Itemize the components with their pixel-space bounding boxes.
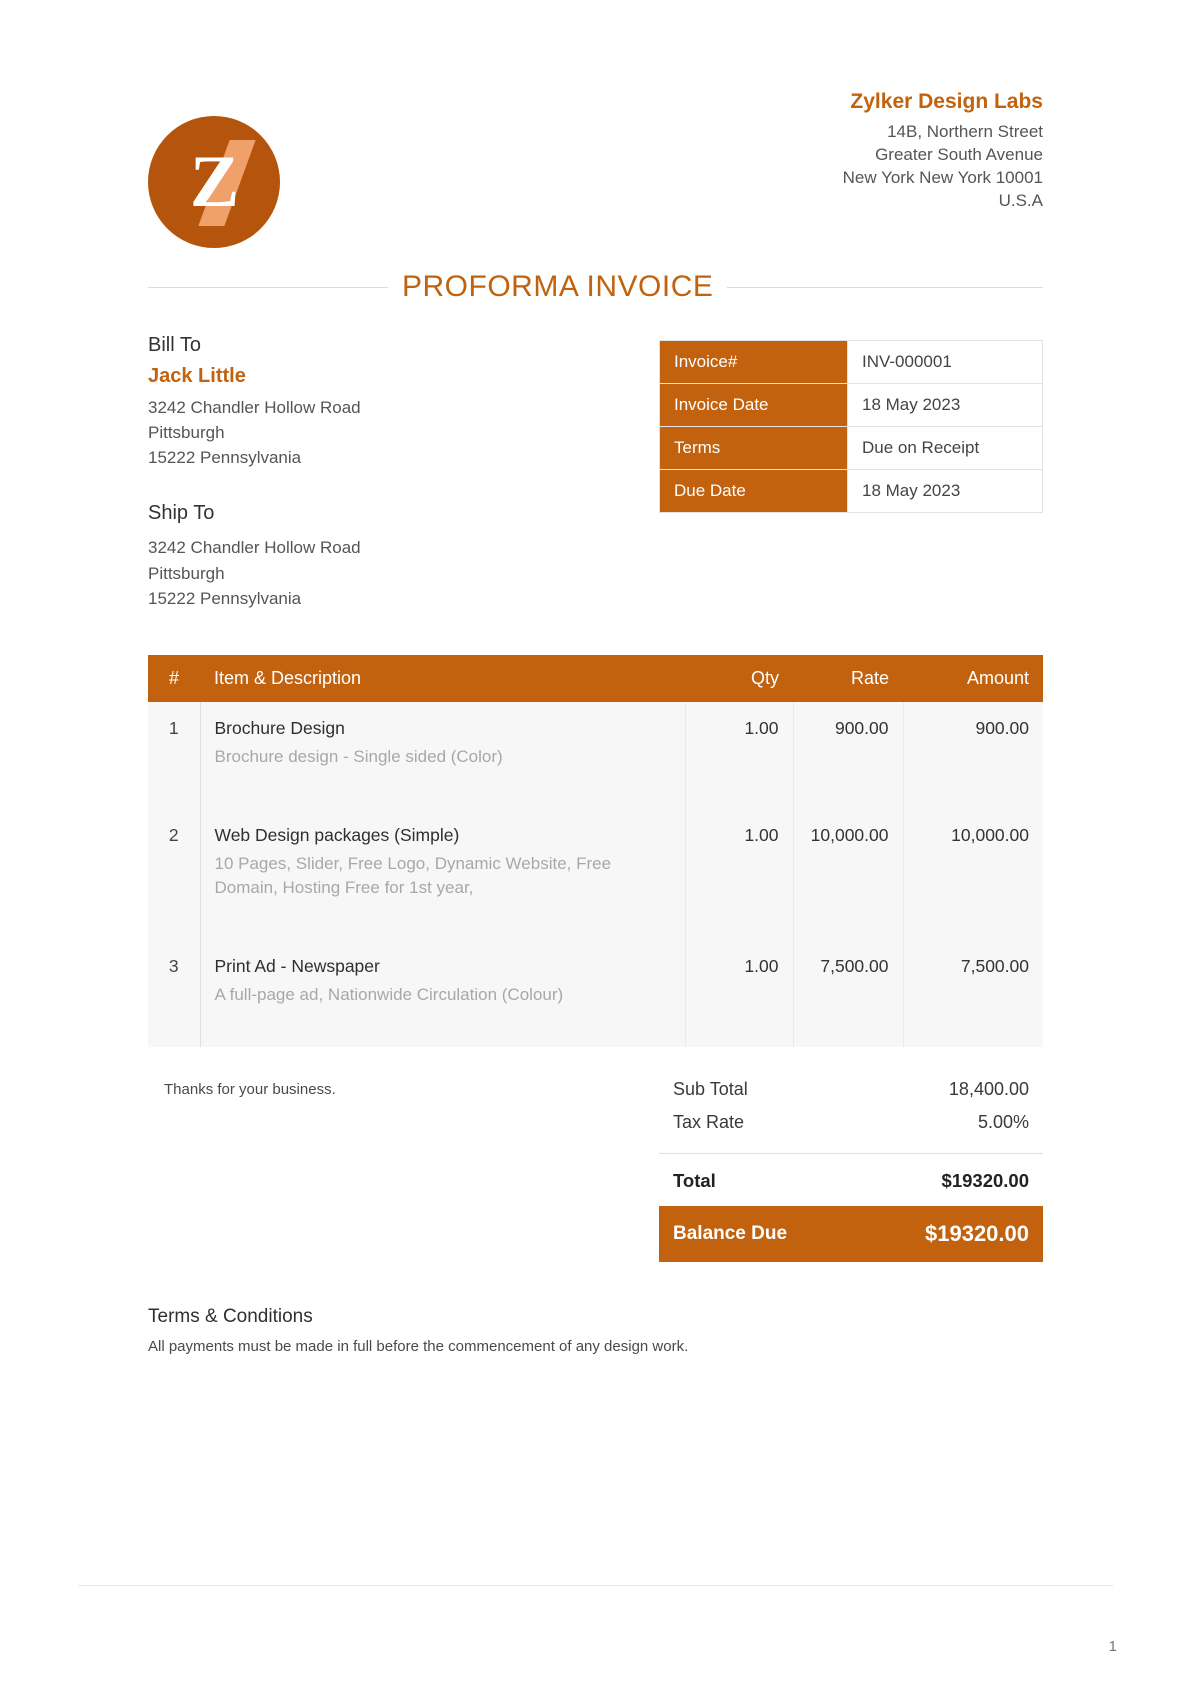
subtotal-label: Sub Total bbox=[673, 1079, 748, 1100]
line-items-table bbox=[148, 655, 1043, 1048]
company-address-line: U.S.A bbox=[998, 191, 1043, 211]
item-description: Brochure design - Single sided (Color) bbox=[214, 746, 503, 766]
ship-to-address-line: Pittsburgh bbox=[148, 563, 225, 583]
cell-qty: 1.00 bbox=[685, 702, 793, 809]
tax-rate-label: Tax Rate bbox=[673, 1112, 745, 1133]
total-value: $19320.00 bbox=[941, 1170, 1029, 1192]
column-header-amount: Amount bbox=[903, 655, 1043, 702]
cell-description bbox=[200, 940, 685, 1047]
cell-rate: 900.00 bbox=[793, 702, 903, 809]
page-title: PROFORMA INVOICE bbox=[402, 270, 714, 303]
title-divider-left bbox=[148, 287, 388, 288]
cell-index: 1 bbox=[148, 702, 200, 809]
cell-index: 3 bbox=[148, 940, 200, 1047]
company-logo-wrap bbox=[148, 88, 280, 248]
cell-rate: 7,500.00 bbox=[793, 940, 903, 1047]
item-name: Print Ad - Newspaper bbox=[214, 956, 380, 977]
item-description: A full-page ad, Nationwide Circulation (Colour) bbox=[214, 985, 564, 1005]
subtotal-row bbox=[659, 1073, 1043, 1106]
table-header-row bbox=[148, 655, 1043, 702]
meta-key: Terms bbox=[660, 427, 848, 470]
bill-to-address-line: 15222 Pennsylvania bbox=[148, 448, 302, 468]
company-name: Zylker Design Labs bbox=[850, 90, 1043, 113]
meta-key: Invoice# bbox=[660, 341, 848, 384]
meta-key: Due Date bbox=[660, 470, 848, 513]
tax-rate-value: 5.00% bbox=[977, 1112, 1029, 1133]
cell-index: 2 bbox=[148, 809, 200, 940]
bill-to-label: Bill To bbox=[148, 334, 201, 356]
totals-divider bbox=[659, 1153, 1043, 1154]
item-description: 10 Pages, Slider, Free Logo, Dynamic Website, Free Domain, Hosting Free for 1st year, bbox=[214, 854, 612, 898]
cell-description bbox=[200, 809, 685, 940]
total-label: Total bbox=[673, 1170, 716, 1192]
meta-value: 18 May 2023 bbox=[848, 384, 1043, 427]
table-row bbox=[148, 702, 1043, 809]
table-row bbox=[660, 384, 1043, 427]
totals-block bbox=[659, 1073, 1043, 1262]
company-address-line: New York New York 10001 bbox=[842, 168, 1043, 188]
ship-to-address-line: 3242 Chandler Hollow Road bbox=[148, 538, 361, 558]
ship-to-label: Ship To bbox=[148, 502, 215, 525]
terms-section bbox=[148, 1306, 1043, 1355]
table-row bbox=[660, 427, 1043, 470]
cell-qty: 1.00 bbox=[685, 940, 793, 1047]
tax-rate-row bbox=[659, 1106, 1043, 1139]
meta-value: INV-000001 bbox=[848, 341, 1043, 384]
balance-due-label: Balance Due bbox=[673, 1223, 788, 1245]
page-number: 1 bbox=[1108, 1638, 1117, 1655]
item-name: Web Design packages (Simple) bbox=[214, 825, 460, 846]
table-row bbox=[148, 809, 1043, 940]
cell-description bbox=[200, 702, 685, 809]
bill-to-name: Jack Little bbox=[148, 365, 246, 387]
terms-title: Terms & Conditions bbox=[148, 1306, 313, 1328]
addresses-and-meta bbox=[148, 334, 1043, 611]
invoice-header bbox=[148, 88, 1043, 248]
bill-to-address-line: 3242 Chandler Hollow Road bbox=[148, 398, 361, 417]
company-block bbox=[843, 88, 1043, 213]
total-row bbox=[659, 1162, 1043, 1206]
balance-due-row bbox=[659, 1206, 1043, 1262]
column-header-description: Item & Description bbox=[200, 655, 685, 702]
thanks-note: Thanks for your business. bbox=[164, 1081, 336, 1099]
bill-to-block bbox=[148, 334, 648, 470]
table-row bbox=[660, 341, 1043, 384]
footer-divider bbox=[78, 1585, 1113, 1586]
cell-amount: 900.00 bbox=[903, 702, 1043, 809]
cell-amount: 7,500.00 bbox=[903, 940, 1043, 1047]
item-name: Brochure Design bbox=[214, 717, 345, 738]
addresses-block bbox=[148, 334, 648, 611]
column-header-qty: Qty bbox=[685, 655, 793, 702]
company-address-line: 14B, Northern Street bbox=[887, 122, 1043, 142]
column-header-index: # bbox=[148, 655, 200, 702]
title-divider-right bbox=[727, 287, 1043, 288]
ship-to-address-line: 15222 Pennsylvania bbox=[148, 588, 302, 608]
invoice-meta-table bbox=[659, 340, 1043, 513]
cell-amount: 10,000.00 bbox=[903, 809, 1043, 940]
ship-to-block bbox=[148, 502, 648, 610]
meta-value: 18 May 2023 bbox=[848, 470, 1043, 513]
terms-text: All payments must be made in full before the commencement of any design work. bbox=[148, 1338, 689, 1356]
cell-rate: 10,000.00 bbox=[793, 809, 903, 940]
subtotal-value: 18,400.00 bbox=[948, 1079, 1029, 1100]
cell-qty: 1.00 bbox=[685, 809, 793, 940]
logo-letter: Z bbox=[189, 140, 239, 223]
table-row bbox=[660, 470, 1043, 513]
meta-value: Due on Receipt bbox=[848, 427, 1043, 470]
table-row bbox=[148, 940, 1043, 1047]
document-title-row bbox=[148, 270, 1043, 304]
company-address-line: Greater South Avenue bbox=[875, 145, 1043, 165]
balance-due-value: $19320.00 bbox=[925, 1221, 1029, 1247]
company-logo bbox=[148, 116, 280, 248]
bill-to-address-line: Pittsburgh bbox=[148, 423, 225, 443]
column-header-rate: Rate bbox=[793, 655, 903, 702]
meta-key: Invoice Date bbox=[660, 384, 848, 427]
totals-section bbox=[148, 1073, 1043, 1262]
